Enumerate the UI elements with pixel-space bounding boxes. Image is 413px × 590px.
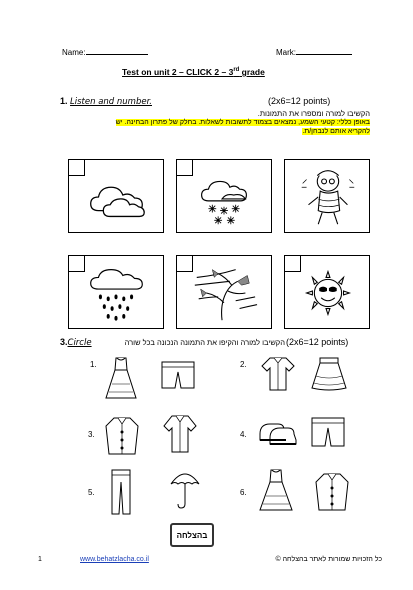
title-sup: rd bbox=[233, 67, 240, 74]
copyright-text: כל הזכויות שמורות לאתר בהצלחה © bbox=[275, 556, 382, 563]
item-number: 3. bbox=[88, 430, 95, 439]
mark-field bbox=[276, 46, 352, 57]
shirt-icon[interactable] bbox=[258, 354, 298, 394]
shirt-icon[interactable] bbox=[160, 412, 200, 456]
section1-note-line1 bbox=[60, 119, 370, 126]
dress-icon[interactable] bbox=[256, 466, 296, 514]
name-field bbox=[62, 46, 148, 57]
item-number: 5. bbox=[88, 488, 95, 497]
shivering-person-icon bbox=[285, 160, 369, 232]
picture-box-rainy bbox=[68, 255, 164, 329]
picture-box-sunny bbox=[284, 255, 370, 329]
title-main: Test on unit 2 – CLICK 2 – 3 bbox=[122, 67, 234, 77]
logo-text: בהצלחה bbox=[176, 530, 208, 540]
skirt-icon[interactable] bbox=[308, 354, 350, 394]
section3-heading bbox=[60, 337, 92, 348]
note-line2-text: להקריא אותם לנבחן/ת. bbox=[302, 128, 370, 135]
jacket-icon[interactable] bbox=[312, 470, 352, 514]
item-number: 1. bbox=[90, 360, 97, 369]
section3-number: 3. bbox=[60, 337, 68, 347]
answer-checkbox[interactable] bbox=[177, 256, 193, 272]
name-label: Name: bbox=[62, 48, 86, 57]
section1-points: (2x6=12 points) bbox=[268, 96, 331, 106]
shoes-icon[interactable] bbox=[256, 414, 300, 454]
picture-box-cloudy bbox=[68, 159, 164, 233]
shorts-icon[interactable] bbox=[308, 414, 348, 454]
site-link[interactable]: www.behatzlacha.co.il bbox=[80, 556, 149, 563]
section3-points: (2x6=12 points) bbox=[286, 337, 349, 347]
answer-checkbox[interactable] bbox=[285, 256, 301, 272]
answer-checkbox[interactable] bbox=[69, 160, 85, 176]
logo bbox=[170, 523, 214, 547]
section1-instruction: הקשיבו למורה ומספרו את התמונות. bbox=[257, 109, 370, 118]
section1-note-line2 bbox=[60, 128, 370, 135]
section1-number: 1. bbox=[60, 96, 68, 106]
raindrops bbox=[99, 295, 133, 321]
shorts-icon[interactable] bbox=[158, 358, 198, 396]
item-number: 4. bbox=[240, 430, 247, 439]
jacket-icon[interactable] bbox=[102, 414, 142, 458]
dress-icon[interactable] bbox=[102, 354, 140, 402]
title-tail: grade bbox=[239, 67, 265, 77]
picture-box-cold bbox=[284, 159, 370, 233]
note-line1-text: באופן כללי: קטעי השמע, נמצאים בצמוד לתשובות לשאלות. בחלק של פתרון הבחינה. יש bbox=[115, 119, 370, 126]
mark-label: Mark: bbox=[276, 48, 296, 57]
item-number: 6. bbox=[240, 488, 247, 497]
picture-box-windy bbox=[176, 255, 272, 329]
section3-instruction: הקשיבו למורה והקיפו את התמונה הנכונה בכל שורה bbox=[124, 338, 285, 347]
answer-checkbox[interactable] bbox=[69, 256, 85, 272]
name-line bbox=[86, 46, 148, 55]
page-number: 1 bbox=[38, 556, 42, 563]
item-number: 2. bbox=[240, 360, 247, 369]
picture-box-snowy bbox=[176, 159, 272, 233]
section1-title: Listen and number. bbox=[70, 97, 152, 107]
trousers-icon[interactable] bbox=[108, 466, 134, 518]
answer-checkbox[interactable] bbox=[177, 160, 193, 176]
section1-heading bbox=[60, 96, 152, 107]
mark-line bbox=[296, 46, 352, 55]
section3-title: Circle bbox=[67, 338, 92, 348]
test-title bbox=[122, 67, 265, 77]
umbrella-icon[interactable] bbox=[168, 466, 202, 512]
